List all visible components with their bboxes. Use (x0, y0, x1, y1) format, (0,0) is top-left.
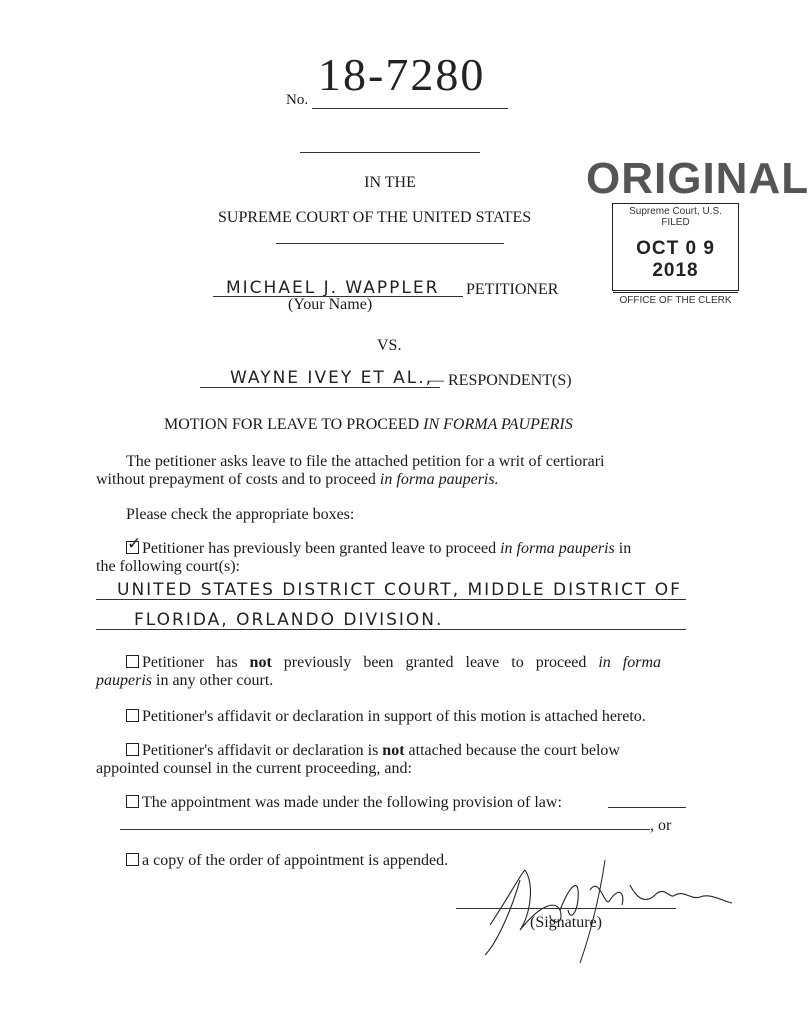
checkbox-copy-appended[interactable] (126, 853, 139, 866)
motion-title-plain: MOTION FOR LEAVE TO PROCEED (164, 416, 424, 433)
option4-a: Petitioner's affidavit or declaration is (142, 742, 383, 759)
option1-italic: in forma pauperis (500, 540, 615, 557)
signature-caption: (Signature) (530, 914, 602, 931)
option1-line2: the following court(s): (96, 558, 240, 575)
option4-line2: appointed counsel in the current proceeding, and: (96, 760, 412, 777)
respondent-line (200, 387, 440, 388)
your-name-caption: (Your Name) (288, 296, 373, 313)
option-appointment (126, 792, 562, 814)
court-line2-rule (96, 629, 686, 630)
intro-line2-italic: in forma pauperis. (379, 471, 499, 488)
intro-line2 (96, 469, 499, 491)
docket-prefix: No. (286, 92, 309, 108)
option2-line2-italic: pauperis (96, 672, 152, 689)
stamp-date: OCT 0 9 2018 (636, 238, 715, 281)
header-rule (300, 152, 480, 153)
court-line1: UNITED STATES DISTRICT COURT, MIDDLE DISTRICT OF (117, 580, 682, 600)
header-in-the: IN THE (364, 174, 416, 191)
docket-underline (312, 108, 508, 109)
option-copy-appended (126, 850, 448, 872)
checkmark-icon: ✓ (127, 534, 142, 554)
option6-text: a copy of the order of appointment is appended. (142, 852, 449, 869)
respondent-name: WAYNE IVEY ET AL., (230, 368, 434, 388)
option2-d: in forma (598, 654, 662, 671)
provision-rule-1 (608, 807, 686, 808)
intro-line1: The petitioner asks leave to file the attached petition for a writ of certiorari (126, 453, 605, 470)
stamp-line2: FILED (661, 217, 690, 228)
option2-b: not (249, 654, 272, 671)
option4-b: not (382, 742, 405, 759)
court-line1-rule (96, 599, 686, 600)
provision-rule-2 (120, 829, 650, 830)
intro-line2-plain: without prepayment of costs and to proceed (96, 471, 380, 488)
checkbox-appointment[interactable] (126, 795, 139, 808)
vs-label: VS. (377, 337, 402, 354)
option2-a: Petitioner has (142, 654, 250, 671)
petitioner-role: PETITIONER (466, 281, 559, 298)
option4-c: attached because the court below (404, 742, 620, 759)
option-affidavit-attached (126, 706, 646, 728)
original-stamp: ORIGINAL (586, 154, 809, 203)
signature-line (456, 908, 676, 909)
option2-line2-plain: in any other court. (152, 672, 274, 689)
option3-text: Petitioner's affidavit or declaration in support of this motion is attached hereto. (142, 708, 646, 725)
respondent-role: — RESPONDENT(S) (428, 372, 572, 389)
checkbox-affidavit-attached[interactable] (126, 709, 139, 722)
handwritten-signature (450, 855, 740, 965)
stamp-line1: Supreme Court, U.S. (629, 206, 722, 217)
checkbox-not-granted[interactable] (126, 655, 139, 668)
option1-tail: in (614, 540, 632, 557)
option2-c: previously been granted leave to proceed (271, 654, 599, 671)
court-rule (276, 243, 504, 244)
court-name: SUPREME COURT OF THE UNITED STATES (218, 209, 532, 226)
checkbox-affidavit-not-attached[interactable] (126, 743, 139, 756)
filed-stamp-box (612, 203, 739, 306)
motion-title (164, 416, 573, 434)
instruction: Please check the appropriate boxes: (126, 506, 355, 523)
option1-text: Petitioner has previously been granted leave to proceed (142, 540, 501, 557)
stamp-office: OFFICE OF THE CLERK (619, 295, 732, 306)
petitioner-name: MICHAEL J. WAPPLER (226, 278, 440, 298)
court-line2: FLORIDA, ORLANDO DIVISION. (134, 610, 444, 630)
option5-text: The appointment was made under the following provision of law: (142, 794, 562, 811)
motion-title-italic: IN FORMA PAUPERIS (423, 416, 573, 433)
checkbox-prior-grant[interactable] (126, 534, 142, 554)
option2-line2 (96, 670, 273, 692)
option5-or: , or (650, 817, 672, 834)
docket-number: 18-7280 (318, 49, 486, 100)
